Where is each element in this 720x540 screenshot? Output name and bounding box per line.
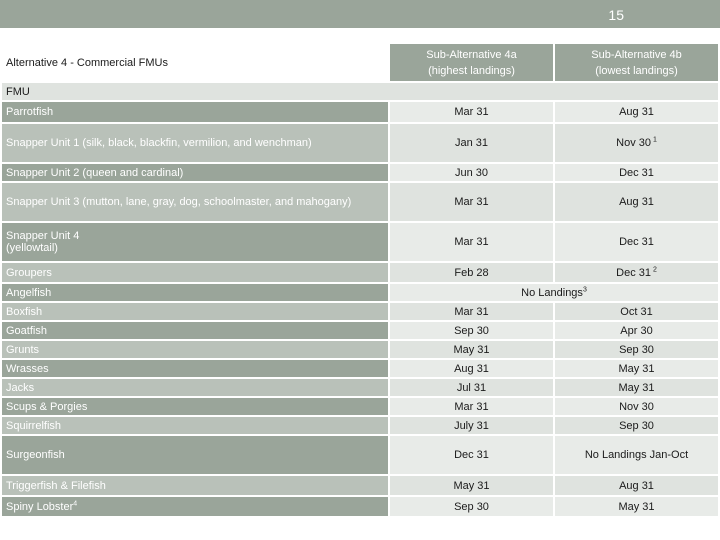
sub-alt-4a-value: Jul 31	[456, 381, 487, 394]
sub-alt-4b-cell	[554, 359, 719, 378]
table-row	[1, 101, 719, 123]
table-row	[1, 262, 719, 283]
fmu-name-cell	[1, 123, 389, 163]
sub-alt-4a-cell	[389, 475, 554, 496]
sub-alt-4a-value: July 31	[454, 419, 489, 432]
fmu-name: Snapper Unit 3 (mutton, lane, gray, dog, schoolmaster, and mahogany)	[6, 196, 352, 208]
sub-alt-4a-cell	[389, 321, 554, 340]
sub-alt-4b-value: Nov 30	[619, 400, 654, 413]
top-banner	[0, 0, 720, 28]
sub-alt-4b-value: Sep 30	[619, 419, 654, 432]
sub-alt-4a-cell	[389, 302, 554, 321]
sub-alt-4a-value: Mar 31	[454, 236, 489, 248]
table-header-row	[1, 43, 719, 82]
fmu-section-row	[1, 82, 719, 101]
fmu-name-cell	[1, 340, 389, 359]
fmu-name: Boxfish	[6, 305, 43, 318]
table-title: Alternative 4 - Commercial FMUs	[1, 43, 389, 82]
sub-alt-4a-cell	[389, 222, 554, 262]
table-row	[1, 163, 719, 182]
sub-alt-4a-value: Feb 28	[454, 266, 489, 279]
fmu-name: Goatfish	[6, 324, 47, 337]
fmu-name-cell	[1, 163, 389, 182]
fmu-name-cell	[1, 378, 389, 397]
fmu-name-cell	[1, 182, 389, 222]
table-row	[1, 378, 719, 397]
sub-alt-4b-value: Nov 30	[616, 137, 651, 149]
fmu-name-cell	[1, 435, 389, 475]
fmu-name: Squirrelfish	[6, 419, 62, 432]
sub-alt-4b-cell	[554, 101, 719, 123]
table-row	[1, 397, 719, 416]
fmu-name: Snapper Unit 1 (silk, black, blackfin, vermilion, and wenchman)	[6, 137, 312, 149]
sub-alt-4b-value: Apr 30	[620, 324, 653, 337]
table-row	[1, 321, 719, 340]
sub-alt-4b-cell	[554, 222, 719, 262]
sub-alt-4b-value: Dec 31	[616, 266, 651, 279]
sub-alt-4a-value: Aug 31	[454, 362, 489, 375]
sub-alt-4b-cell	[554, 416, 719, 435]
sub-alt-4a-cell	[389, 359, 554, 378]
sub-alt-4a-cell	[389, 496, 554, 517]
table-row	[1, 435, 719, 475]
merged-value-cell	[389, 283, 719, 302]
sub-alt-4a-cell	[389, 397, 554, 416]
sub-alt-4b-value: May 31	[618, 362, 655, 375]
fmu-name: Groupers	[6, 266, 52, 279]
table-row	[1, 496, 719, 517]
sub-alt-4b-cell	[554, 123, 719, 163]
sub-alt-4b-value: May 31	[618, 381, 655, 394]
sub-alt-4b-cell	[554, 397, 719, 416]
fmu-name-cell	[1, 283, 389, 302]
sub-alt-4a-value: Dec 31	[454, 449, 489, 461]
header-sub-alternative-4b: Sub-Alternative 4b (lowest landings)	[554, 43, 719, 82]
footnote-marker: 1	[651, 136, 657, 144]
fmu-name: Parrotfish	[6, 106, 54, 118]
fmu-name-cell	[1, 262, 389, 283]
fmu-name: Snapper Unit 2 (queen and cardinal)	[6, 166, 184, 179]
fmu-name: Angelfish	[6, 286, 52, 299]
sub-alt-4a-value: Mar 31	[454, 305, 489, 318]
sub-alt-4a-cell	[389, 123, 554, 163]
fmu-name: Scups & Porgies	[6, 400, 88, 413]
table-row	[1, 283, 719, 302]
table-row	[1, 416, 719, 435]
fmu-name: Triggerfish & Filefish	[6, 479, 106, 492]
fmu-name-cell	[1, 359, 389, 378]
sub-alt-4b-value: Dec 31	[619, 166, 654, 179]
table-row	[1, 182, 719, 222]
sub-alt-4a-cell	[389, 378, 554, 397]
sub-alt-4b-value: Dec 31	[619, 236, 654, 248]
table-row	[1, 475, 719, 496]
sub-alt-4b-cell	[554, 378, 719, 397]
footnote-marker: 3	[582, 285, 587, 293]
closure-dates-table	[1, 43, 719, 517]
sub-alt-4a-cell	[389, 340, 554, 359]
sub-alt-4b-value: Aug 31	[619, 196, 654, 208]
fmu-name: Surgeonfish	[6, 449, 65, 461]
sub-alt-4b-cell	[554, 262, 719, 283]
sub-alt-4b-cell	[554, 475, 719, 496]
fmu-name-cell	[1, 321, 389, 340]
table-row	[1, 359, 719, 378]
fmu-name: Grunts	[6, 343, 40, 356]
sub-alt-4a-value: Jun 30	[454, 166, 489, 179]
sub-alt-4a-value: Sep 30	[454, 500, 489, 513]
footnote-marker: 2	[651, 265, 657, 273]
fmu-name-cell	[1, 475, 389, 496]
sub-alt-4a-value: May 31	[453, 343, 490, 356]
sub-alt-4b-value: Aug 31	[619, 106, 654, 118]
sub-alt-4a-value: May 31	[453, 479, 490, 492]
sub-alt-4b-value: Aug 31	[619, 479, 654, 492]
sub-alt-4b-value: Sep 30	[619, 343, 654, 356]
header-sub-alternative-4a: Sub-Alternative 4a (highest landings)	[389, 43, 554, 82]
sub-alt-4b-cell	[554, 496, 719, 517]
sub-alt-4b-cell	[554, 321, 719, 340]
sub-alt-4b-cell	[554, 340, 719, 359]
fmu-name-cell	[1, 222, 389, 262]
sub-alt-4b-value: No Landings Jan-Oct	[584, 449, 689, 461]
footnote-marker: 4	[73, 499, 78, 507]
merged-value: No Landings	[521, 286, 583, 299]
fmu-name-line2: (yellowtail)	[6, 242, 58, 254]
fmu-name: Jacks	[6, 381, 35, 394]
fmu-name: Wrasses	[6, 362, 49, 375]
sub-alt-4a-cell	[389, 101, 554, 123]
sub-alt-4b-value: Oct 31	[620, 305, 653, 318]
fmu-name-cell	[1, 416, 389, 435]
sub-alt-4a-value: Mar 31	[454, 196, 489, 208]
fmu-name: Spiny Lobster	[6, 500, 74, 513]
sub-alt-4a-cell	[389, 435, 554, 475]
sub-alt-4a-value: Mar 31	[454, 106, 489, 118]
fmu-name-cell	[1, 397, 389, 416]
sub-alt-4a-cell	[389, 182, 554, 222]
sub-alt-4a-cell	[389, 163, 554, 182]
sub-alt-4b-cell	[554, 163, 719, 182]
fmu-name-cell	[1, 101, 389, 123]
sub-alt-4b-cell	[554, 182, 719, 222]
fmu-name-cell	[1, 302, 389, 321]
table-row	[1, 123, 719, 163]
sub-alt-4b-cell	[554, 435, 719, 475]
sub-alt-4a-cell	[389, 416, 554, 435]
sub-alt-4a-cell	[389, 262, 554, 283]
table-row	[1, 302, 719, 321]
table-row	[1, 340, 719, 359]
sub-alt-4a-value: Mar 31	[454, 400, 489, 413]
page-number: 15	[608, 7, 624, 23]
table-row	[1, 222, 719, 262]
sub-alt-4a-value: Sep 30	[454, 324, 489, 337]
fmu-name: Snapper Unit 4	[6, 230, 80, 242]
sub-alt-4b-cell	[554, 302, 719, 321]
fmu-name-cell	[1, 496, 389, 517]
sub-alt-4a-value: Jan 31	[454, 137, 489, 149]
fmu-section-label: FMU	[1, 82, 719, 101]
sub-alt-4b-value: May 31	[618, 500, 655, 513]
